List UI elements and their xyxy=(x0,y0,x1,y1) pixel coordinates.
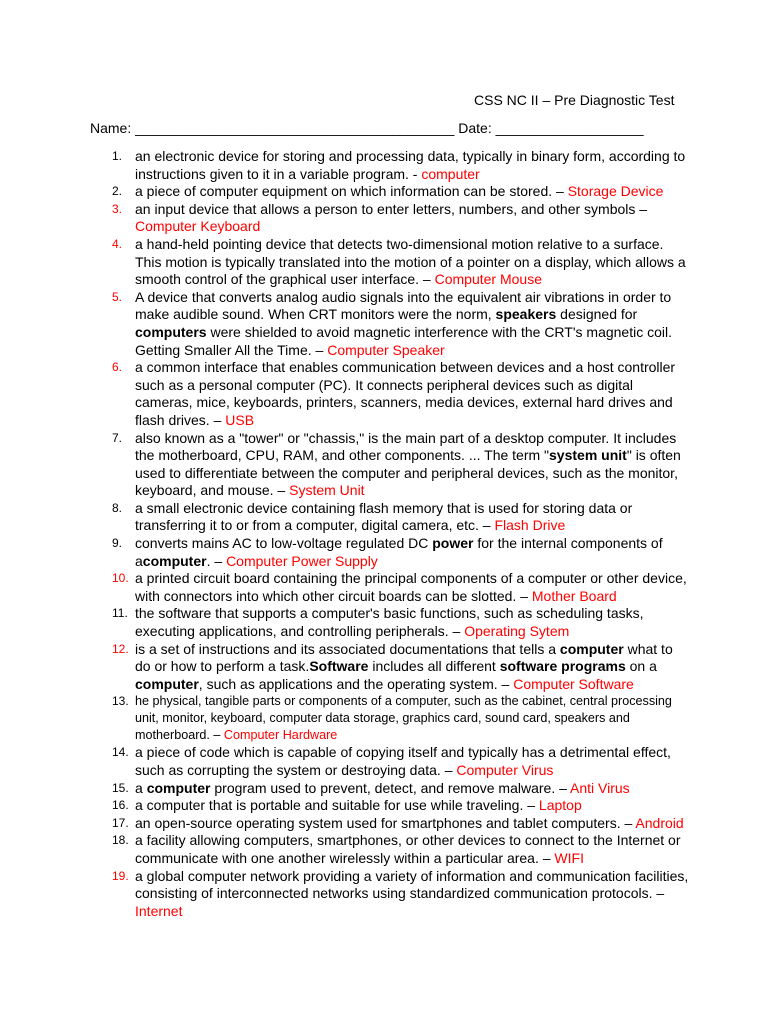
item-number: 19. xyxy=(112,868,129,883)
item-answer: Mother Board xyxy=(531,587,617,604)
item-answer: Internet xyxy=(135,902,183,919)
item-bold: software programs xyxy=(499,658,626,675)
item-text: a facility allowing computers, smartphones, or other devices to connect to the Internet or communicate with one another wirelessly within a particular area. – xyxy=(135,832,681,866)
question-item xyxy=(92,289,692,359)
question-item xyxy=(92,780,692,798)
item-bold: computer xyxy=(559,640,624,657)
item-number: 10. xyxy=(112,571,129,586)
item-answer: Operating Sytem xyxy=(464,623,570,640)
item-answer: Android xyxy=(635,814,684,831)
item-text: a common interface that enables communication between devices and a host controller such as a personal computer (PC). It connects peripheral devices such as digital cameras, mice, keyboards, printers, scanners, media devices, external hard drives and flash drives. – xyxy=(135,359,676,428)
item-number: 5. xyxy=(112,289,123,304)
item-text: were shielded to avoid magnetic interference with the CRT's magnetic coil. Getting Smaller All the Time. – xyxy=(135,323,672,358)
item-answer: Computer Virus xyxy=(456,762,554,778)
question-item xyxy=(92,797,692,815)
item-answer: Computer Software xyxy=(513,675,634,692)
item-answer: Computer Hardware xyxy=(223,728,338,743)
item-text: an input device that allows a person to enter letters, numbers, and other symbols – xyxy=(135,200,648,217)
item-bold: speakers xyxy=(495,306,557,323)
test-title: CSS NC II – Pre Diagnostic Test xyxy=(474,92,675,108)
item-bold: system unit xyxy=(549,447,627,464)
item-number: 18. xyxy=(112,833,129,848)
item-text: a piece of computer equipment on which information can be stored. – xyxy=(135,183,568,200)
question-item xyxy=(92,148,692,183)
item-number: 15. xyxy=(112,780,129,795)
item-answer: USB xyxy=(225,411,255,428)
item-number: 17. xyxy=(112,815,129,830)
item-number: 7. xyxy=(112,430,123,445)
item-number: 1. xyxy=(112,149,123,163)
item-text: is a set of instructions and its associated documentations that tells a xyxy=(135,640,560,657)
item-answer: Laptop xyxy=(538,797,582,814)
item-text: converts mains AC to low-voltage regulated DC xyxy=(135,535,433,552)
item-bold: Software xyxy=(309,658,369,675)
question-item xyxy=(92,744,692,779)
question-item xyxy=(92,359,692,429)
item-text: a piece of code which is capable of copying itself and typically has a detrimental effect, such as corrupting the system or destroying data. – xyxy=(135,744,671,778)
item-number: 8. xyxy=(112,500,123,515)
question-item xyxy=(92,693,692,744)
item-answer: Anti Virus xyxy=(570,779,630,796)
item-text: includes all different xyxy=(368,658,500,675)
question-item xyxy=(92,641,692,694)
item-text: for the internal components of a xyxy=(135,535,663,569)
item-text: also known as a "tower" or "chassis," is the main part of a desktop computer. It includes the motherboard, CPU, RAM, and other components. ... The term " xyxy=(135,429,677,464)
item-text: the software that supports a computer's basic functions, such as scheduling tasks, executing applications, and controlling peripherals. – xyxy=(135,605,644,640)
item-text: program used to prevent, detect, and remove malware. – xyxy=(210,779,571,796)
question-item xyxy=(92,183,692,201)
question-item xyxy=(92,815,692,833)
item-text: a xyxy=(135,779,147,796)
item-text: . – xyxy=(206,552,227,569)
question-item xyxy=(92,535,692,570)
question-list xyxy=(92,148,692,920)
question-item xyxy=(92,570,692,605)
question-item xyxy=(92,236,692,289)
question-item xyxy=(92,868,692,921)
item-text: " is often used to differentiate between the computer and peripheral devices, such as the monitor, keyboard, and mouse. – xyxy=(135,447,681,499)
item-number: 16. xyxy=(112,798,129,813)
item-number: 2. xyxy=(112,184,123,199)
item-number: 3. xyxy=(112,201,123,216)
question-item xyxy=(92,832,692,867)
item-text: a hand-held pointing device that detects two-dimensional motion relative to a surface. This motion is typically translated into the motion of a pointer on a display, which allows a smooth control of the graphical user interface. – xyxy=(135,235,686,288)
item-text: a global computer network providing a variety of information and communication facilities, consisting of interconnected networks using standardized communication protocols. – xyxy=(135,867,689,902)
item-answer: computer xyxy=(421,165,480,182)
item-answer: Flash Drive xyxy=(494,517,566,534)
question-item xyxy=(92,201,692,236)
item-number: 4. xyxy=(112,236,123,251)
item-number: 6. xyxy=(112,360,123,375)
item-text: a printed circuit board containing the principal components of a computer or other device, with connectors into which other circuit boards can be slotted. – xyxy=(135,570,687,604)
item-text: an open-source operating system used for smartphones and tablet computers. – xyxy=(135,814,636,831)
item-answer: WIFI xyxy=(554,849,584,866)
question-item xyxy=(92,500,692,535)
item-text: a small electronic device containing flash memory that is used for storing data or transferring it to or from a computer, digital camera, etc. – xyxy=(135,499,633,534)
item-answer: Computer Speaker xyxy=(327,341,445,358)
item-number: 14. xyxy=(112,745,129,760)
item-text: what to do or how to perform a task. xyxy=(135,640,673,675)
item-number: 13. xyxy=(112,694,129,709)
item-answer: System Unit xyxy=(289,482,365,499)
name-date-line: Name: _________________________________________ Date: ___________________ xyxy=(90,120,644,136)
question-item xyxy=(92,430,692,500)
item-bold: power xyxy=(432,535,474,552)
item-answer: Computer Power Supply xyxy=(226,552,378,569)
item-bold: computer xyxy=(135,675,199,692)
item-text: A device that converts analog audio signals into the equivalent air vibrations in order to make audible sound. When CRT monitors were the norm, xyxy=(135,288,672,323)
item-number: 11. xyxy=(112,606,128,621)
question-item xyxy=(92,605,692,640)
item-answer: Computer Mouse xyxy=(434,271,542,288)
item-text: he physical, tangible parts or components of a computer, such as the cabinet, central processing unit, monitor, keyboard, computer data storage, graphics card, sound card, speakers and motherboard. – xyxy=(135,694,672,743)
item-bold: computer xyxy=(142,552,207,569)
item-text: on a xyxy=(625,658,657,675)
item-bold: computer xyxy=(146,779,211,796)
item-text: , such as applications and the operating system. – xyxy=(198,675,514,692)
item-text: an electronic device for storing and processing data, typically in binary form, according to instructions given to it in a variable program. - xyxy=(135,148,686,182)
item-text: a computer that is portable and suitable for use while traveling. – xyxy=(135,797,539,814)
item-number: 9. xyxy=(112,536,123,551)
item-text: designed for xyxy=(556,306,638,323)
item-number: 12. xyxy=(112,641,129,656)
item-answer: Storage Device xyxy=(567,183,664,200)
item-bold: computers xyxy=(135,323,207,340)
item-answer: Computer Keyboard xyxy=(135,218,261,235)
